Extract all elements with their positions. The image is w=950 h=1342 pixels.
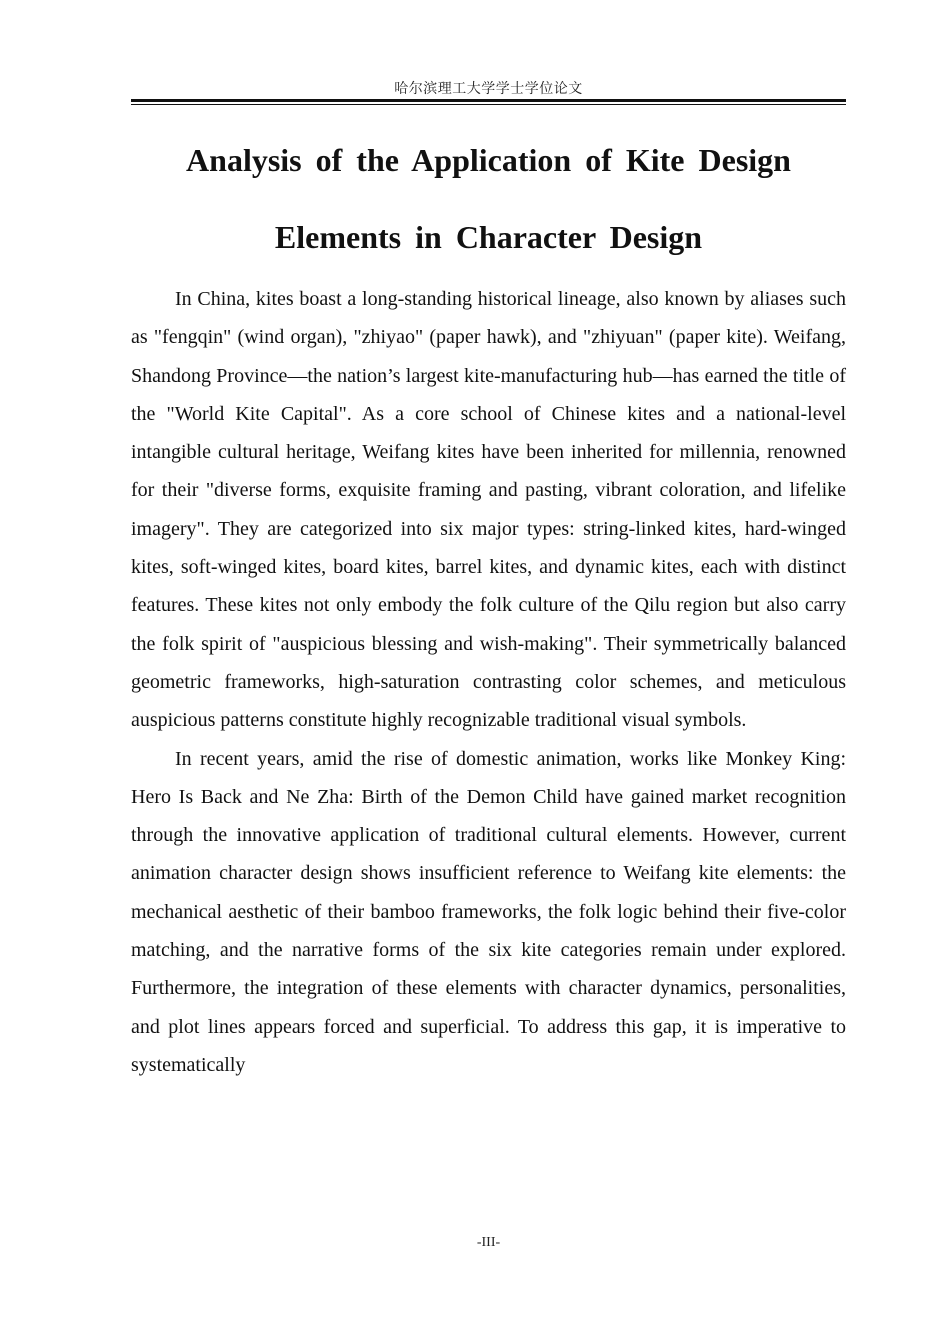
paragraph: In recent years, amid the rise of domestic animation, works like Monkey King: Hero Is Back and Ne Zha: Birth of the Demon Child have gained market recognition through the innovative application of traditional cultural elements. However, current animation character design shows insufficient reference to Weifang kite elements: the mechanical aesthetic of their bamboo frameworks, the folk logic behind their five-color matching, and the narrative forms of the six kite categories remain under explored. Furthermore, the integration of these elements with character dynamics, personalities, and plot lines appears forced and superficial. To address this gap, it is imperative to systematically xyxy=(131,747,846,1076)
header-rule-thin xyxy=(131,104,846,105)
paper-title: Analysis of the Application of Kite Design Elements in Character Design xyxy=(186,142,791,255)
header-rule-thick xyxy=(131,99,846,102)
page-number: -III- xyxy=(476,1235,501,1250)
paragraph: In China, kites boast a long-standing historical lineage, also known by aliases such as "fengqin" (wind organ), "zhiyao" (paper hawk), and "zhiyuan" (paper kite). Weifang, Shandong Province—the nation’s largest kite-manufacturing hub—has earned the title of the "World Kite Capital". As a core school of Chinese kites and a national-level intangible cultural heritage, Weifang kites have been inherited for millennia, renowned for their "diverse forms, exquisite framing and pasting, vibrant coloration, and lifelike imagery". They are categorized into six major types: string-linked kites, hard-winged kites, soft-winged kites, board kites, barrel kites, and dynamic kites, each with distinct features. These kites not only embody the folk culture of the Qilu region but also carry the folk spirit of "auspicious blessing and wish-making". Their symmetrically balanced geometric frameworks, high-saturation contrasting color schemes, and meticulous auspicious patterns constitute highly recognizable traditional visual symbols. xyxy=(131,288,846,732)
running-header: 哈尔滨理工大学学士学位论文 xyxy=(394,81,583,97)
body-text xyxy=(131,280,846,1084)
